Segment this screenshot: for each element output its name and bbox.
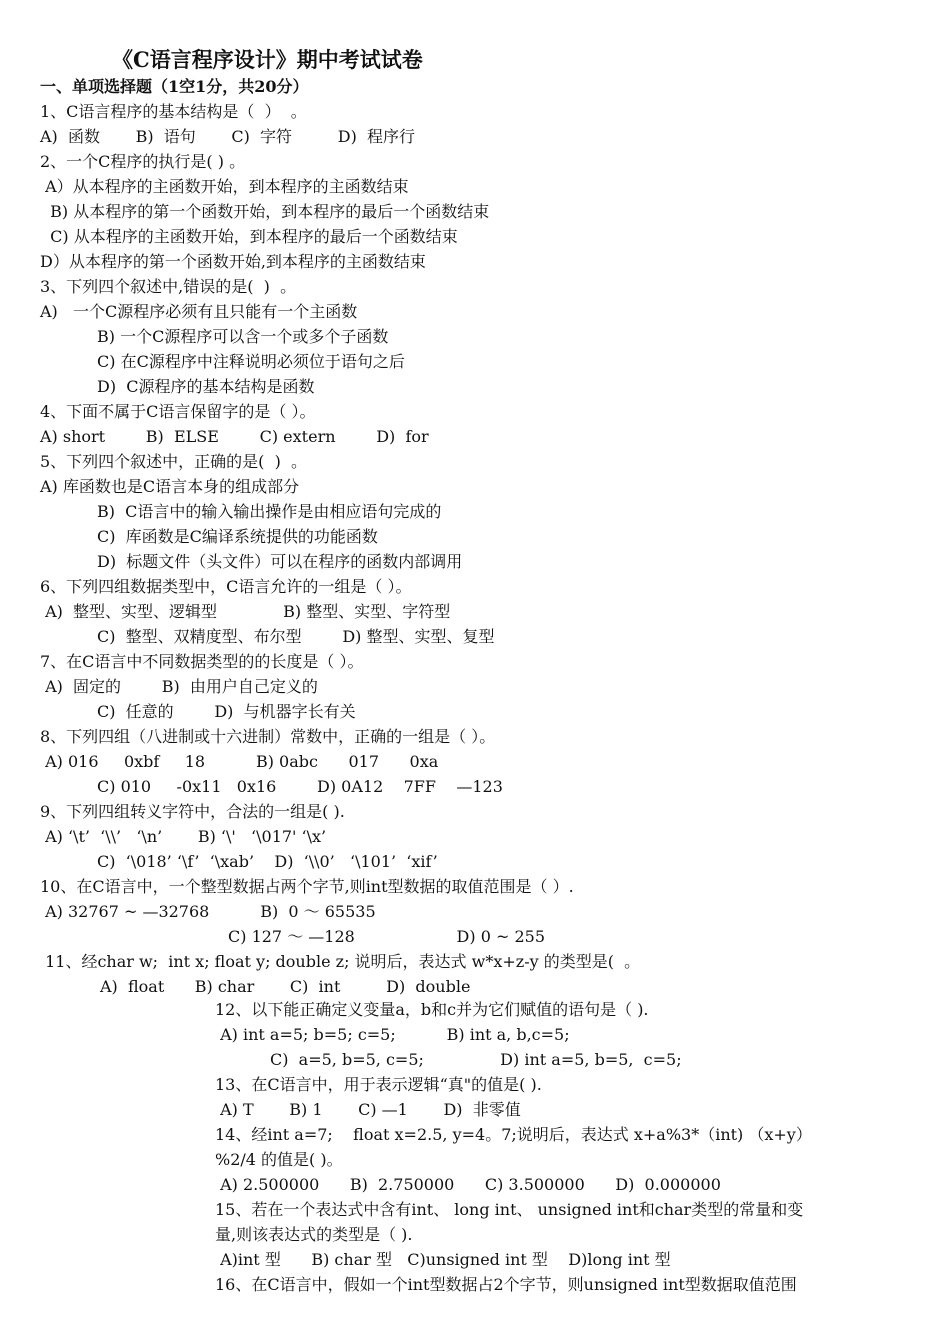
options-q10-cd: C) 127 ～ —128 D) 0 ~ 255 xyxy=(228,927,545,946)
option-q2-a: A）从本程序的主函数开始，到本程序的主函数结束 xyxy=(40,177,409,196)
options-q14: A) 2.500000 B) 2.750000 C) 3.500000 D) 0.000000 xyxy=(215,1175,721,1194)
question-15: 15、若在一个表达式中含有int、 long int、 unsigned int和char类型的常量和变 xyxy=(215,1200,804,1219)
options-q9-ab: A) ‘\t’ ‘\\’ ‘\n’ B) ‘\' ‘\017' ‘\x’ xyxy=(40,827,327,846)
option-q3-b: B) 一个C源程序可以含一个或多个子函数 xyxy=(97,327,389,346)
question-4: 4、下面不属于C语言保留字的是（ ）。 xyxy=(40,402,316,421)
question-9: 9、下列四组转义字符中，合法的一组是( ). xyxy=(40,802,345,821)
options-q13: A) T B) 1 C) —1 D) 非零值 xyxy=(215,1100,521,1119)
option-q3-a: A) 一个C源程序必须有且只能有一个主函数 xyxy=(40,302,358,321)
question-10: 10、在C语言中，一个整型数据占两个字节,则int型数据的取值范围是（ ）. xyxy=(40,877,574,896)
question-8: 8、下列四组（八进制或十六进制）常数中，正确的一组是（ ）。 xyxy=(40,727,496,746)
options-q6-cd: C) 整型、双精度型、布尔型 D) 整型、实型、复型 xyxy=(97,627,495,646)
options-q10-ab: A) 32767 ~ —32768 B) 0 ～ 65535 xyxy=(40,902,376,921)
options-q7-cd: C) 任意的 D) 与机器字长有关 xyxy=(97,702,356,721)
section-heading: 一、单项选择题（1空1分，共20分） xyxy=(40,77,309,96)
question-16: 16、在C语言中，假如一个int型数据占2个字节，则unsigned int型数据取值范围 xyxy=(215,1275,797,1294)
question-7: 7、在C语言中不同数据类型的的长度是（ ）。 xyxy=(40,652,364,671)
options-q8-cd: C) 010 -0x11 0x16 D) 0A12 7FF —123 xyxy=(97,777,503,796)
options-q6-ab: A) 整型、实型、逻辑型 B) 整型、实型、字符型 xyxy=(40,602,451,621)
exam-title: 《C语言程序设计》期中考试试卷 xyxy=(112,47,423,72)
options-q4: A) short B) ELSE C) extern D) for xyxy=(40,427,429,446)
option-q5-a: A) 库函数也是C语言本身的组成部分 xyxy=(40,477,300,496)
option-q3-c: C) 在C源程序中注释说明必须位于语句之后 xyxy=(97,352,405,371)
question-13: 13、在C语言中，用于表示逻辑“真"的值是( ). xyxy=(215,1075,542,1094)
question-5: 5、下列四个叙述中，正确的是( ) 。 xyxy=(40,452,308,471)
question-12: 12、以下能正确定义变量a，b和c并为它们赋值的语句是（ ). xyxy=(215,1000,649,1019)
option-q2-b: B) 从本程序的第一个函数开始，到本程序的最后一个函数结束 xyxy=(40,202,490,221)
question-3: 3、下列四个叙述中,错误的是( ) 。 xyxy=(40,277,297,296)
question-14-cont: %2/4 的值是( )。 xyxy=(215,1150,343,1169)
question-6: 6、下列四组数据类型中，C语言允许的一组是（ ）。 xyxy=(40,577,412,596)
option-q5-b: B) C语言中的输入输出操作是由相应语句完成的 xyxy=(97,502,442,521)
question-11: 11、经char w; int x; float y; double z; 说明后，表达式 w*x+z-y 的类型是( 。 xyxy=(40,952,641,971)
option-q2-c: C) 从本程序的主函数开始，到本程序的最后一个函数结束 xyxy=(40,227,458,246)
question-14: 14、经int a=7; float x=2.5, y=4。7;说明后，表达式 x+a%3*（int) （x+y） xyxy=(215,1125,812,1144)
options-q11: A) float B) char C) int D) double xyxy=(100,977,471,996)
option-q5-d: D) 标题文件（头文件）可以在程序的函数内部调用 xyxy=(97,552,463,571)
option-q3-d: D) C源程序的基本结构是函数 xyxy=(97,377,315,396)
option-q5-c: C) 库函数是C编译系统提供的功能函数 xyxy=(97,527,378,546)
question-15-cont: 量,则该表达式的类型是（ ). xyxy=(215,1225,413,1244)
options-q7-ab: A) 固定的 B) 由用户自己定义的 xyxy=(40,677,318,696)
option-q2-d: D）从本程序的第一个函数开始,到本程序的主函数结束 xyxy=(40,252,426,271)
question-2: 2、一个C程序的执行是( ) 。 xyxy=(40,152,246,171)
options-q8-ab: A) 016 0xbf 18 B) 0abc 017 0xa xyxy=(40,752,439,771)
options-q12-cd: C) a=5, b=5, c=5; D) int a=5, b=5, c=5; xyxy=(270,1050,682,1069)
options-q12-ab: A) int a=5; b=5; c=5; B) int a, b,c=5; xyxy=(215,1025,570,1044)
options-q1: A) 函数 B) 语句 C) 字符 D) 程序行 xyxy=(40,127,416,146)
options-q9-cd: C) ‘\018’ ‘\f’ ‘\xab’ D) ‘\\0’ ‘\101’ ‘xif’ xyxy=(97,852,438,871)
question-1: 1、C语言程序的基本结构是（ ） 。 xyxy=(40,102,307,121)
options-q15: A)int 型 B) char 型 C)unsigned int 型 D)long int 型 xyxy=(215,1250,671,1269)
